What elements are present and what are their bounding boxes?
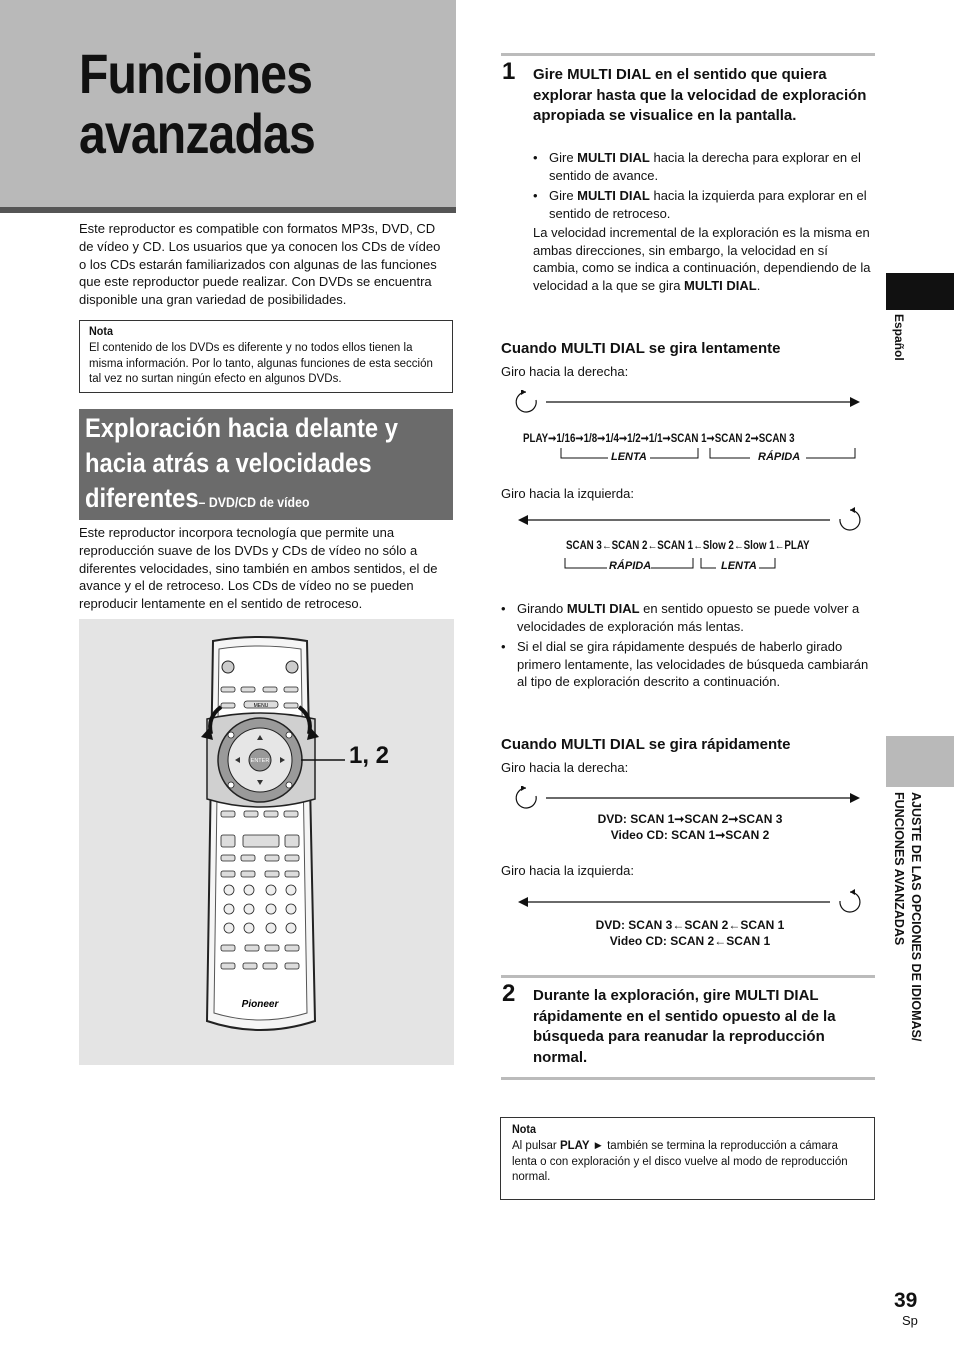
fast-left-label: Giro hacia la izquierda:	[501, 863, 634, 878]
step2-number: 2	[502, 980, 516, 1007]
nota-title: Nota	[89, 324, 114, 338]
slow-right-sequence: PLAY➞1/16➞1/8➞1/4➞1/2➞1/1➞SCAN 1➞SCAN 2➞SCAN 3	[523, 433, 795, 445]
remote-callout: 1, 2	[349, 742, 390, 769]
step1-rule	[501, 53, 875, 56]
slow-left-sequence: SCAN 3←SCAN 2←SCAN 1←Slow 2←Slow 1←PLAY	[566, 540, 810, 552]
nota-title: Nota	[512, 1122, 537, 1136]
slow-left-label: Giro hacia la izquierda:	[501, 486, 634, 501]
page-number: 39	[894, 1289, 918, 1312]
rotate-cw-icon	[516, 390, 536, 412]
step1-bullet-2: • Gire MULTI DIAL hacia la izquierda para explorar en el sentido de retroceso.	[533, 188, 867, 221]
menu-label: MENU	[253, 703, 269, 709]
step1-number: 1	[502, 58, 516, 85]
brand-logo: Pioneer	[241, 999, 279, 1010]
rotate-cw-icon	[516, 786, 536, 808]
step2-heading: Durante la exploración, gire MULTI DIAL rápidamente en el sentido opuesto al de la búsqueda para reanudar la reproducción normal.	[533, 987, 836, 1066]
slow-left-arrow-diagram	[510, 507, 864, 537]
step1-paragraph: La velocidad incremental de la exploración es la misma en ambas direcciones, sin embargo, la velocidad en sí cambia, como se indica a continuación, dependiendo de la velocidad a la que se gira MULTI DIAL.	[533, 225, 871, 293]
intro-paragraph: Este reproductor es compatible con formatos MP3s, DVD, CD de vídeo y CD. Los usuarios que ya conocen los CDs de vídeo o los CDs estarán familiarizados con algunas de las funciones que este reproductor puede realizar. Con DVDs se encuentra disponible una gran variedad de posibilidades.	[79, 221, 441, 308]
slow-right-label: Giro hacia la derecha:	[501, 364, 629, 379]
fast-left-arrow-diagram	[510, 889, 864, 919]
title-rule	[0, 207, 456, 213]
section-subtitle: – DVD/CD de vídeo	[198, 494, 310, 510]
step1-bullet-1: • Gire MULTI DIAL hacia la derecha para explorar en el sentido de avance.	[533, 150, 861, 183]
fast-heading: Cuando MULTI DIAL se gira rápidamente	[501, 736, 791, 753]
page-title: Funciones avanzadas	[79, 42, 315, 165]
rotate-ccw-icon	[840, 507, 860, 530]
fast-right-sequence: DVD: SCAN 1➞SCAN 2➞SCAN 3 Video CD: SCAN 1➞SCAN 2	[597, 812, 783, 842]
fast-right-label: Giro hacia la derecha:	[501, 760, 629, 775]
lenta-label: LENTA	[611, 451, 647, 463]
slow-heading: Cuando MULTI DIAL se gira lentamente	[501, 340, 781, 357]
section-body: Este reproductor incorpora tecnología que permite una reproducción suave de los DVDs y CDs de vídeo no sólo a diferentes velocidades, sino también en ambos sentidos, el de avance y el de retroceso. Los CDs de vídeo no se pueden reproducir lentamente en el sentido de retroceso.	[79, 525, 438, 612]
side-tab-black	[886, 273, 954, 310]
rapida-label-left: RÁPIDA	[609, 560, 652, 572]
slow-right-arrow-diagram	[510, 390, 864, 420]
nota-box-2	[500, 1117, 875, 1200]
mid-bullet-2: • Si el dial se gira rápidamente después de haberlo girado primero lentamente, las velocidades de búsqueda cambiarán al tipo de exploración descrito a continuación.	[501, 639, 869, 689]
step1-heading: Gire MULTI DIAL en el sentido que quiera explorar hasta que la velocidad de exploración apropiada se visualice en la pantalla.	[533, 66, 867, 124]
step2-rule-top	[501, 975, 875, 978]
mid-bullet-1: • Girando MULTI DIAL en sentido opuesto se puede volver a velocidades de exploración más lentas.	[501, 601, 860, 634]
rapida-label: RÁPIDA	[758, 451, 801, 463]
section-heading: Exploración hacia delante y hacia atrás a velocidades diferentes– DVD/CD de vídeo	[79, 409, 453, 520]
side-chapter-label: AJUSTE DE LAS OPCIONES DE IDIOMAS/ FUNCIONES AVANZADAS	[892, 792, 923, 1042]
enter-label: ENTER	[250, 758, 270, 764]
nota-text: Al pulsar PLAY ► también se termina la reproducción a cámara lenta o con exploración y el disco vuelve al modo de reproducción normal.	[512, 1140, 848, 1183]
step2-rule-bottom	[501, 1077, 875, 1080]
nota-text: El contenido de los DVDs es diferente y no todos ellos tienen la misma información. Por lo tanto, algunas funciones de esta sección tal vez no surtan ningún efecto en algunos DVDs.	[89, 342, 433, 385]
side-tab-gray	[886, 736, 954, 787]
remote-illustration-panel	[79, 619, 454, 1065]
side-language-label: Español	[892, 314, 906, 361]
lenta-label-left: LENTA	[721, 560, 757, 572]
fast-left-sequence: DVD: SCAN 3←SCAN 2←SCAN 1 Video CD: SCAN 2←SCAN 1	[595, 918, 785, 948]
page-suffix: Sp	[902, 1313, 918, 1328]
remote-control-illustration	[79, 619, 454, 1065]
rotate-ccw-icon	[840, 889, 860, 912]
nota-box-1	[79, 320, 453, 393]
slow-right-brackets	[560, 446, 860, 464]
